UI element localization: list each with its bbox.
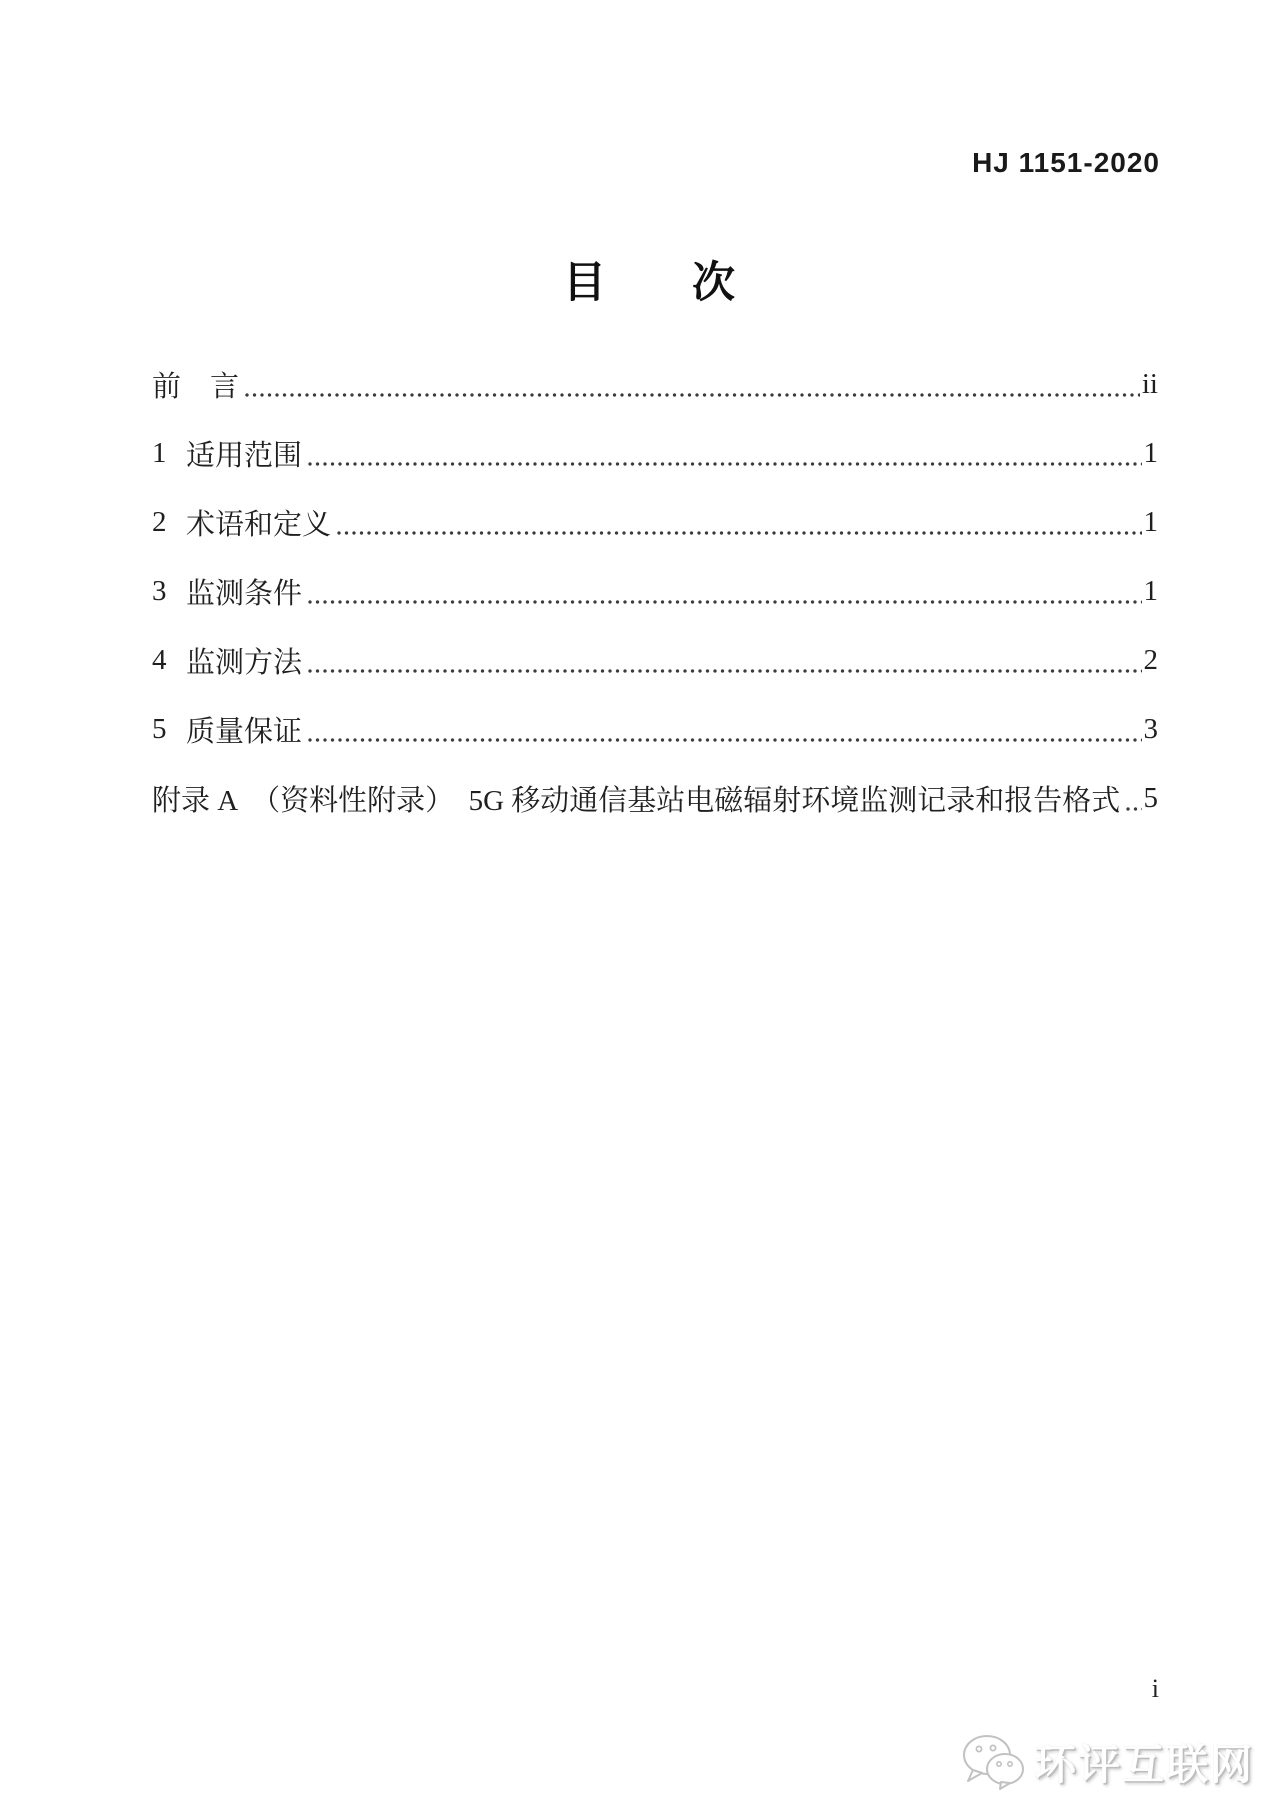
dot-leader [337,531,1141,535]
toc-entry-label: 适用范围 [186,440,303,472]
toc-entry-page: 1 [1143,437,1158,469]
toc-entry-page: 3 [1143,713,1158,745]
toc-entry-monitoring-conditions [152,557,1158,626]
page-number: i [1151,1674,1159,1703]
watermark-text: 环评互联网 [1033,1741,1254,1788]
dot-leader [308,600,1141,604]
toc-entry-label: 质量保证 [186,716,303,748]
dot-leader [1126,807,1141,811]
toc-entry-page: 1 [1143,506,1158,538]
dot-leader [308,738,1141,742]
toc-entry-terms [152,488,1158,557]
toc-entry-page: 1 [1143,575,1158,607]
table-of-contents [152,350,1158,833]
dot-leader [308,669,1141,673]
dot-leader [308,462,1141,466]
toc-entry-number: 3 [152,575,167,607]
toc-entry-page: 5 [1143,782,1158,814]
toc-entry-label: 监测条件 [186,578,303,610]
standard-code: HJ 1151-2020 [972,147,1160,178]
watermark [962,1732,1254,1792]
toc-entry-scope [152,419,1158,488]
toc-entry-label: 前 言 [152,371,240,403]
toc-entry-foreword [152,350,1158,419]
toc-entry-number: 5 [152,713,167,745]
toc-entry-label: 术语和定义 [186,509,332,541]
chat-bubbles-icon [962,1734,1024,1790]
toc-entry-number: 1 [152,437,167,469]
toc-entry-monitoring-methods [152,626,1158,695]
dot-leader [245,393,1140,397]
page-title: 目 次 [563,260,735,307]
toc-entry-label: 监测方法 [186,647,303,679]
toc-entry-quality-assurance [152,695,1158,764]
toc-entry-number: 2 [152,506,167,538]
toc-entry-page: 2 [1143,644,1158,676]
toc-entry-page: ii [1141,368,1158,400]
toc-entry-number: 4 [152,644,167,676]
toc-entry-appendix-a [152,764,1158,833]
toc-entry-label: 附录 A （资料性附录） 5G 移动通信基站电磁辐射环境监测记录和报告格式 [152,785,1121,817]
